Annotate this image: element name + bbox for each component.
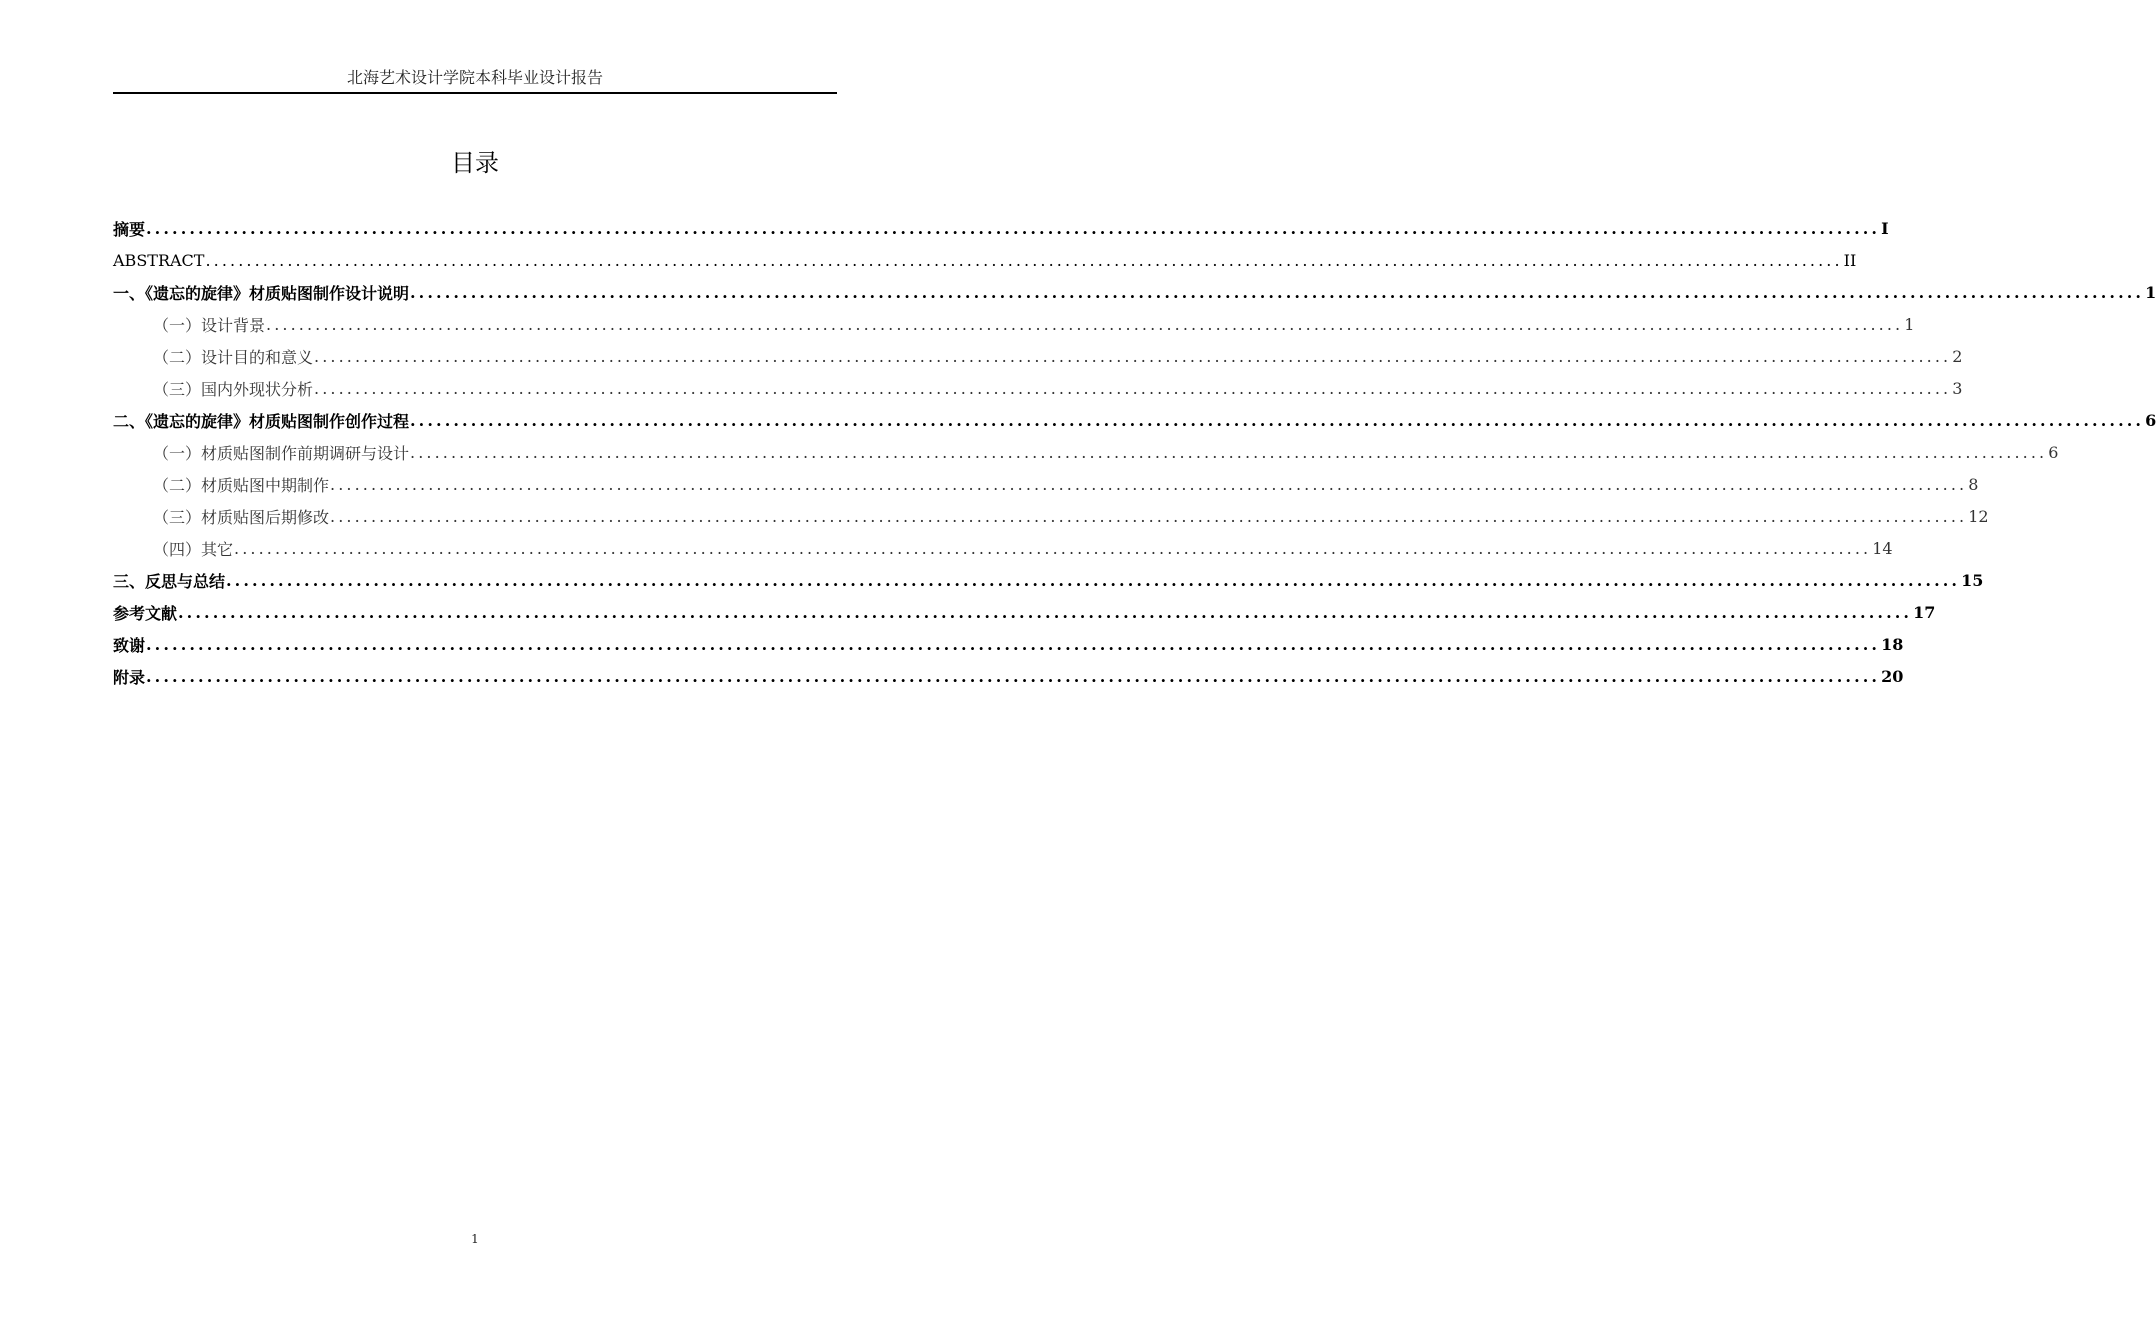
toc-entry-label: ABSTRACT xyxy=(113,250,205,270)
toc-leader-dots: ........................................................................................................................................................................................................ xyxy=(410,410,2145,430)
toc-leader-dots: ........................................................................................................................................................................................................ xyxy=(146,218,1881,238)
toc-entry-label: 致谢 xyxy=(113,635,146,655)
toc-entry-label: 摘要 xyxy=(113,219,146,239)
toc-leader-dots: ........................................................................................................................................................................................................ xyxy=(205,250,1843,270)
toc-entry-label: 二、《遗忘的旋律》材质贴图制作创作过程 xyxy=(113,411,410,431)
toc-leader-dots: ........................................................................................................................................................................................................ xyxy=(314,346,1952,366)
toc-entry-page: II xyxy=(1843,250,1857,270)
toc-leader-dots: ........................................................................................................................................................................................................ xyxy=(226,570,1961,590)
toc-entry[interactable] xyxy=(113,660,1904,692)
toc-entry-label: （二）设计目的和意义 xyxy=(153,347,314,367)
toc-entry-page: 6 xyxy=(2145,410,2156,430)
toc-entry-label: 附录 xyxy=(113,667,146,687)
toc-entry[interactable] xyxy=(113,308,1915,340)
toc-entry-page: 15 xyxy=(1961,570,1984,590)
toc-entry[interactable] xyxy=(113,276,2156,308)
toc-entry-page: I xyxy=(1881,218,1889,238)
toc-entry-label: （一）材质贴图制作前期调研与设计 xyxy=(153,443,410,463)
toc-entry-page: 18 xyxy=(1881,634,1904,654)
toc-leader-dots: ........................................................................................................................................................................................................ xyxy=(178,602,1913,622)
toc-leader-dots: ........................................................................................................................................................................................................ xyxy=(410,442,2048,462)
toc-leader-dots: ........................................................................................................................................................................................................ xyxy=(234,538,1872,558)
toc-entry-page: 12 xyxy=(1968,506,1989,526)
toc-entry-label: 一、《遗忘的旋律》材质贴图制作设计说明 xyxy=(113,283,410,303)
toc-leader-dots: ........................................................................................................................................................................................................ xyxy=(410,282,2145,302)
toc-leader-dots: ........................................................................................................................................................................................................ xyxy=(330,474,1968,494)
toc-leader-dots: ........................................................................................................................................................................................................ xyxy=(330,506,1968,526)
toc-entry-page: 17 xyxy=(1913,602,1936,622)
toc-entry[interactable] xyxy=(113,372,1963,404)
toc-entry[interactable] xyxy=(113,340,1963,372)
toc-entry-page: 8 xyxy=(1968,474,1979,494)
toc-entry-page: 2 xyxy=(1952,346,1963,366)
toc-entry-label: 参考文献 xyxy=(113,603,178,623)
page-number: 1 xyxy=(471,1232,479,1246)
toc-entry-page: 20 xyxy=(1881,666,1904,686)
toc-leader-dots: ........................................................................................................................................................................................................ xyxy=(146,666,1881,686)
toc-entry-page: 6 xyxy=(2048,442,2059,462)
toc-entry-label: （四）其它 xyxy=(153,539,234,559)
toc-entry[interactable] xyxy=(113,532,1893,564)
toc-entry-page: 3 xyxy=(1952,378,1963,398)
toc-entry[interactable] xyxy=(113,564,1984,596)
toc-entry-page: 1 xyxy=(2145,282,2156,302)
toc-entry[interactable] xyxy=(113,468,1979,500)
toc-entry[interactable] xyxy=(113,244,1857,276)
toc-entry-label: （一）设计背景 xyxy=(153,315,266,335)
page-title: 目录 xyxy=(451,149,499,177)
toc-leader-dots: ........................................................................................................................................................................................................ xyxy=(314,378,1952,398)
toc-entry-label: （二）材质贴图中期制作 xyxy=(153,475,330,495)
toc-entry[interactable] xyxy=(113,404,2156,436)
toc-entry[interactable] xyxy=(113,436,2059,468)
toc-entry[interactable] xyxy=(113,500,1989,532)
toc-entry-page: 14 xyxy=(1872,538,1893,558)
toc-entry[interactable] xyxy=(113,628,1904,660)
toc-entry-page: 1 xyxy=(1904,314,1915,334)
toc-entry-label: （三）材质贴图后期修改 xyxy=(153,507,330,527)
running-header: 北海艺术设计学院本科毕业设计报告 xyxy=(113,66,837,94)
toc-entry[interactable] xyxy=(113,212,1889,244)
toc-entry[interactable] xyxy=(113,596,1936,628)
toc-entry-label: （三）国内外现状分析 xyxy=(153,379,314,399)
table-of-contents xyxy=(113,212,2156,692)
toc-leader-dots: ........................................................................................................................................................................................................ xyxy=(146,634,1881,654)
toc-leader-dots: ........................................................................................................................................................................................................ xyxy=(266,314,1904,334)
toc-entry-label: 三、反思与总结 xyxy=(113,571,226,591)
